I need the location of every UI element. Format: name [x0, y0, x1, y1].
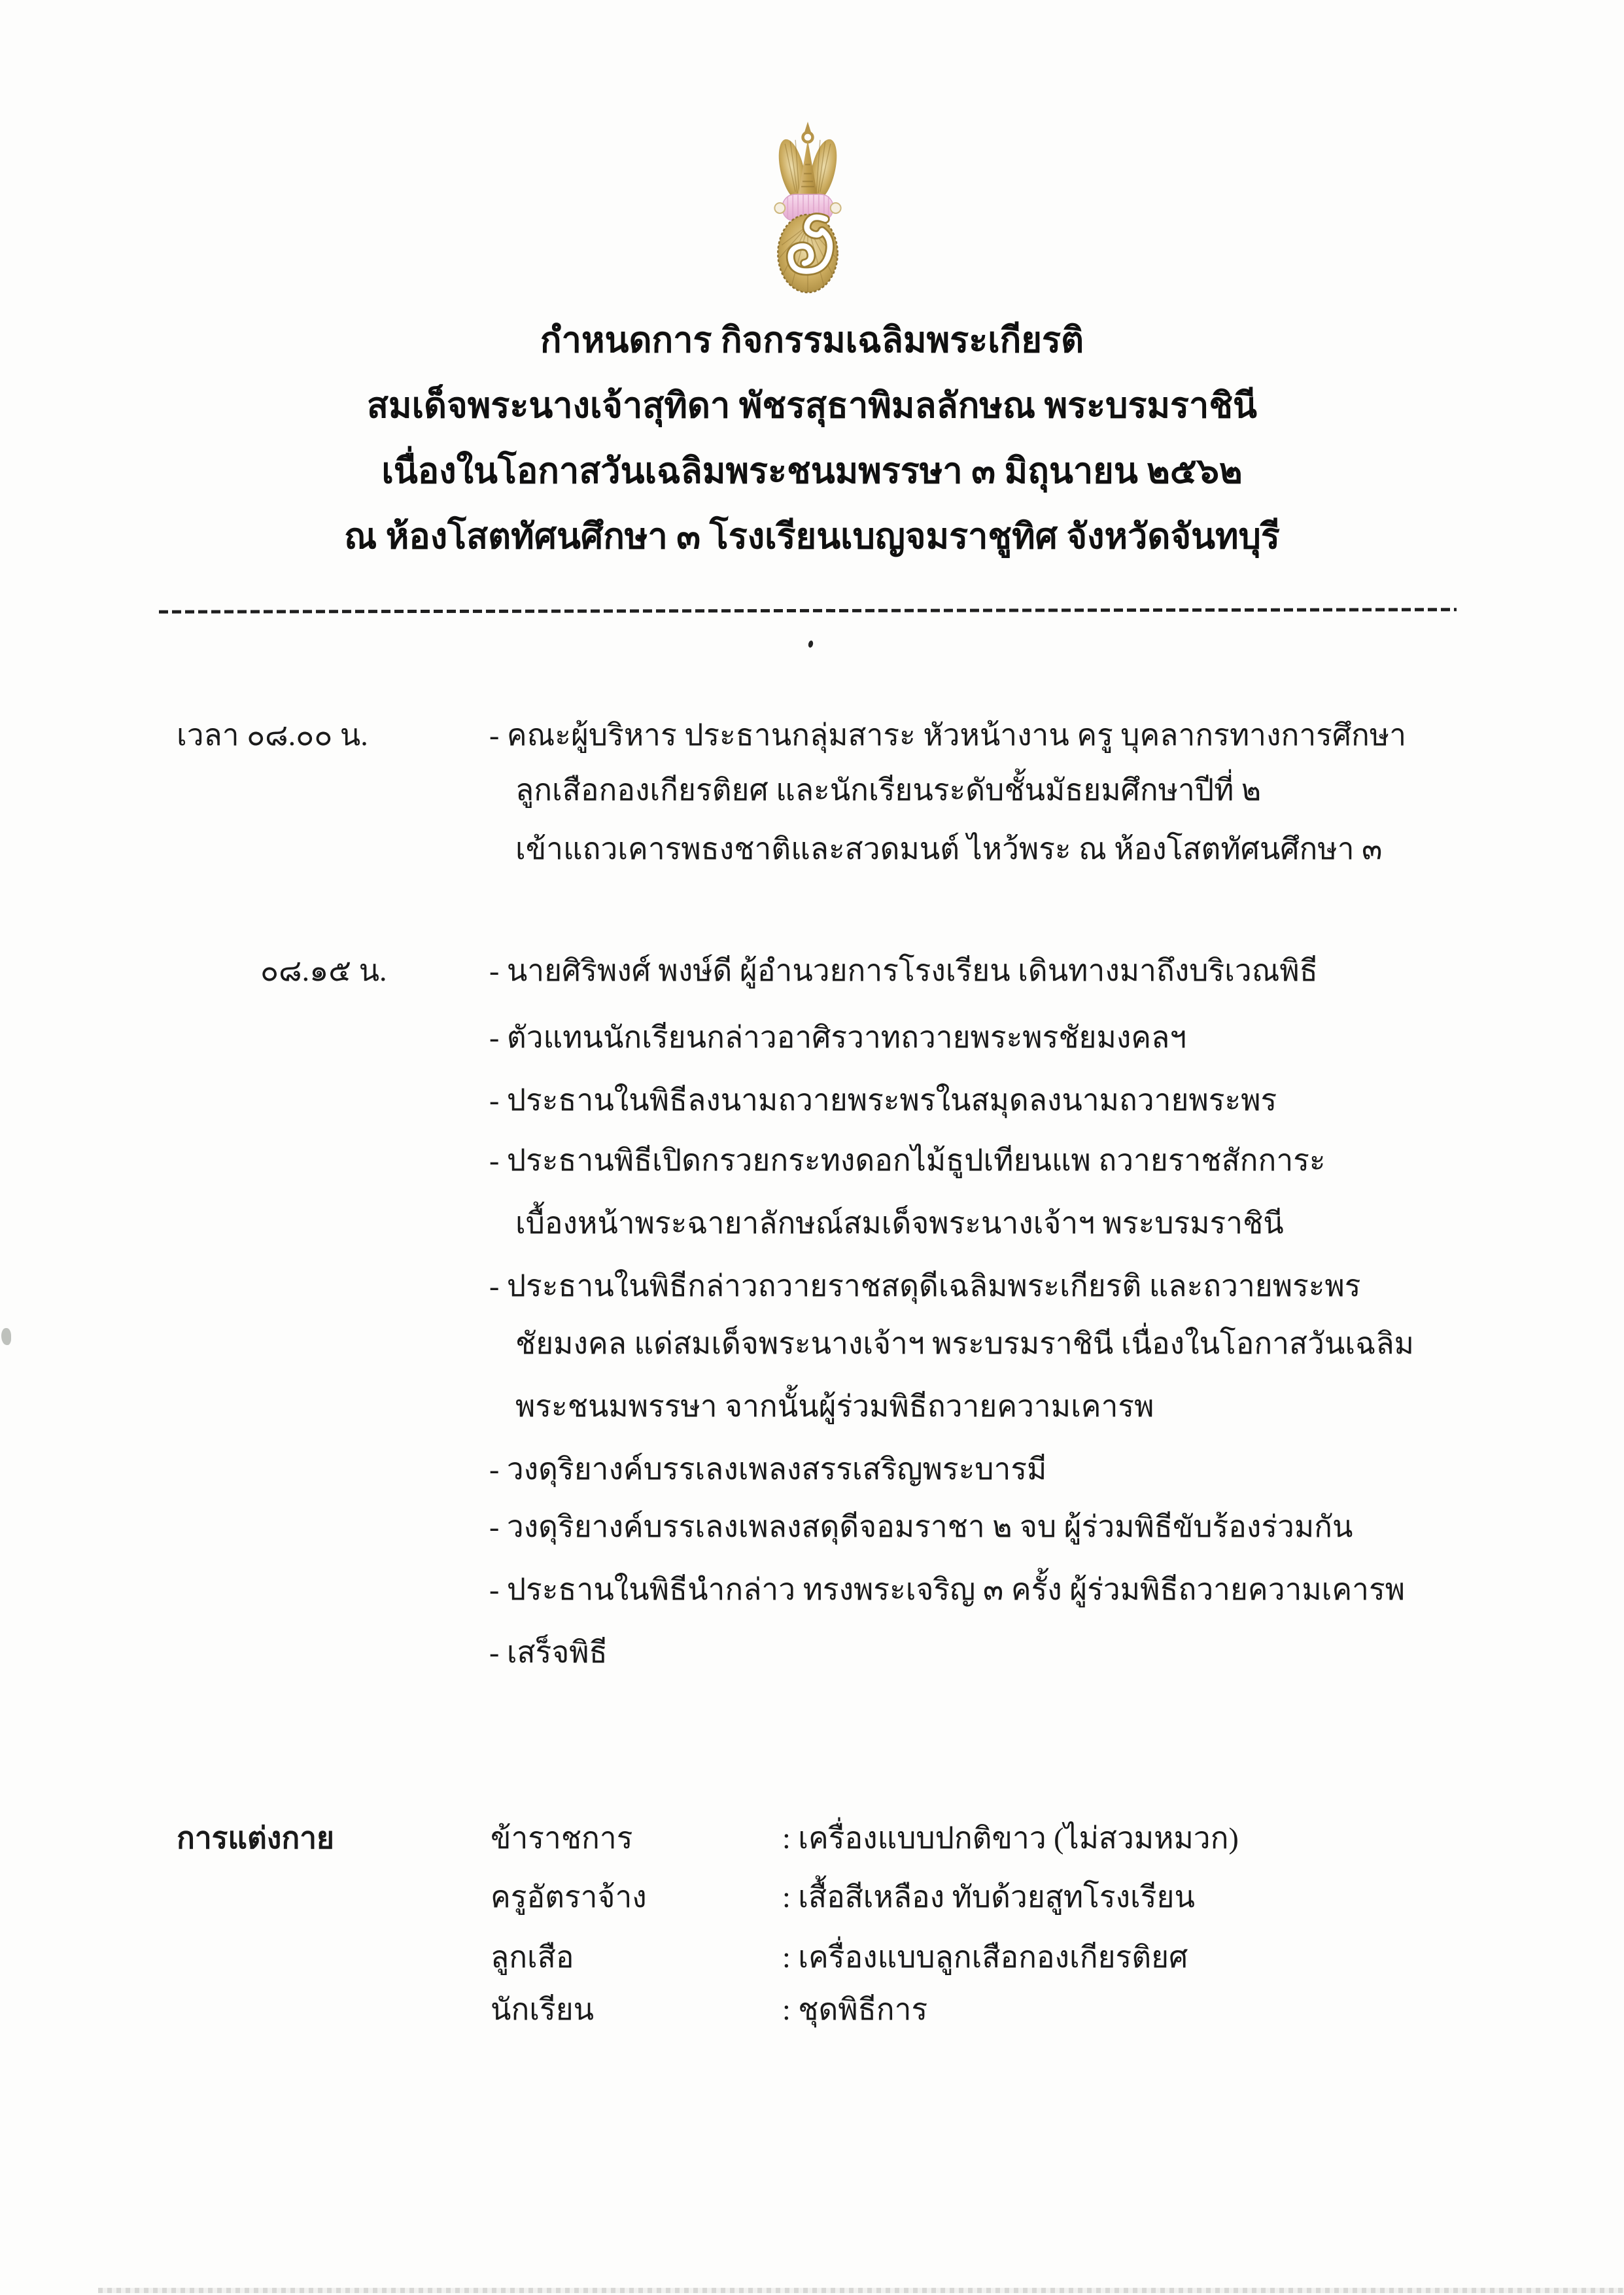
separator-line — [159, 608, 1457, 613]
title-line-1: กำหนดการ กิจกรรมเฉลิมพระเกียรติ — [540, 321, 1084, 360]
time-label-0800: เวลา ๐๘.๐๐ น. — [177, 718, 368, 752]
schedule-line: - ประธานพิธีเปิดกรวยกระทงดอกไม้ธูปเทียนแพ ถวายราชสักการะ — [489, 1144, 1326, 1177]
schedule-line: - เสร็จพิธี — [489, 1636, 608, 1669]
schedule-line: ลูกเสือกองเกียรติยศ และนักเรียนระดับชั้นมัธยมศึกษาปีที่ ๒ — [515, 773, 1262, 807]
dress-value: : เสื้อสีเหลือง ทับด้วยสูทโรงเรียน — [782, 1880, 1195, 1914]
dress-group-label: ลูกเสือ — [491, 1940, 574, 1974]
schedule-line: - คณะผู้บริหาร ประธานกลุ่มสาระ หัวหน้างาน ครู บุคลากรทางการศึกษา — [489, 718, 1407, 752]
time-label-0815: ๐๘.๑๕ น. — [260, 954, 387, 987]
royal-emblem-logo — [765, 122, 850, 297]
dress-code-heading: การแต่งกาย — [177, 1821, 335, 1855]
schedule-line: - นายศิริพงศ์ พงษ์ดี ผู้อำนวยการโรงเรียน เดินทางมาถึงบริเวณพิธี — [489, 954, 1318, 987]
scan-edge-bottom — [98, 2288, 1624, 2293]
schedule-line: - วงดุริยางค์บรรเลงเพลงสดุดีจอมราชา ๒ จบ ผู้ร่วมพิธีขับร้องร่วมกัน — [489, 1510, 1353, 1543]
dress-group-label: นักเรียน — [491, 1993, 595, 2026]
schedule-line: ชัยมงคล แด่สมเด็จพระนางเจ้าฯ พระบรมราชินี เนื่องในโอกาสวันเฉลิม — [515, 1327, 1414, 1360]
schedule-line: - ประธานในพิธีลงนามถวายพระพรในสมุดลงนามถวายพระพร — [489, 1083, 1277, 1117]
title-line-3: เนื่องในโอกาสวันเฉลิมพระชนมพรรษา ๓ มิถุนายน ๒๕๖๒ — [381, 451, 1243, 491]
schedule-line: - ตัวแทนนักเรียนกล่าวอาศิรวาทถวายพระพรชัยมงคลฯ — [489, 1021, 1187, 1054]
royal-cypher-icon — [765, 122, 850, 297]
schedule-line: เข้าแถวเคารพธงชาติและสวดมนต์ ไหว้พระ ณ ห้องโสตทัศนศึกษา ๓ — [515, 832, 1383, 866]
schedule-line: พระชนมพรรษา จากนั้นผู้ร่วมพิธีถวายความเคารพ — [515, 1390, 1154, 1423]
schedule-line: - ประธานในพิธีนำกล่าว ทรงพระเจริญ ๓ ครั้ง ผู้ร่วมพิธีถวายความเคารพ — [489, 1573, 1406, 1606]
scan-artifact-dot — [808, 640, 814, 648]
dress-value: : เครื่องแบบปกติขาว (ไม่สวมหมวก) — [782, 1821, 1239, 1855]
dress-value: : ชุดพิธีการ — [782, 1993, 928, 2026]
title-line-4: ณ ห้องโสตทัศนศึกษา ๓ โรงเรียนเบญจมราชูทิศ จังหวัดจันทบุรี — [344, 517, 1280, 556]
dress-group-label: ข้าราชการ — [491, 1821, 633, 1855]
dress-group-label: ครูอัตราจ้าง — [491, 1880, 647, 1914]
title-line-2: สมเด็จพระนางเจ้าสุทิดา พัชรสุธาพิมลลักษณ พระบรมราชินี — [367, 386, 1257, 425]
dress-value: : เครื่องแบบลูกเสือกองเกียรติยศ — [782, 1940, 1188, 1974]
schedule-line: - วงดุริยางค์บรรเลงเพลงสรรเสริญพระบารมี — [489, 1452, 1047, 1486]
schedule-line: เบื้องหน้าพระฉายาลักษณ์สมเด็จพระนางเจ้าฯ พระบรมราชินี — [515, 1206, 1284, 1240]
scan-artifact-speck — [1, 1328, 11, 1345]
schedule-line: - ประธานในพิธีกล่าวถวายราชสดุดีเฉลิมพระเกียรติ และถวายพระพร — [489, 1269, 1361, 1303]
